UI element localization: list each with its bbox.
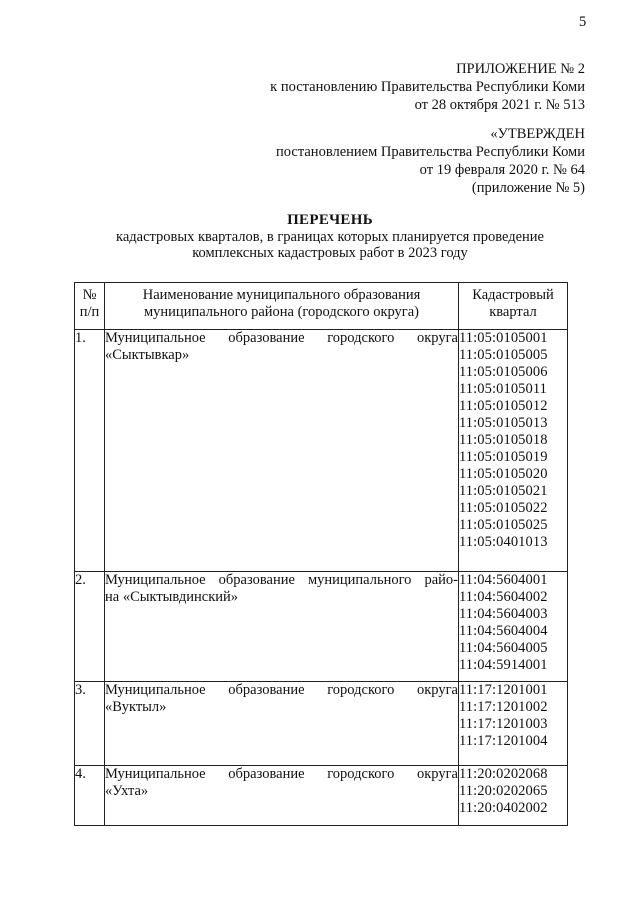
approved-date: от 19 февраля 2020 г. № 64 [419,162,585,178]
cadastral-quarters-cell [459,766,568,826]
cadastral-quarter: 11:05:0105018 [459,432,548,448]
document-subtitle-line1: кадастровых кварталов, в границах которых планируется проведение [116,228,544,245]
cadastral-quarter: 11:05:0105013 [459,415,548,431]
appendix-date: от 28 октября 2021 г. № 513 [414,97,585,113]
appendix-title: ПРИЛОЖЕНИЕ № 2 [456,61,585,77]
cadastral-quarter: 11:05:0105012 [459,398,548,414]
document-heading: ПЕРЕЧЕНЬ [287,212,373,228]
cadastral-quarter: 11:17:1201004 [459,733,548,749]
table-row [75,682,568,766]
cadastral-quarter: 11:05:0105022 [459,500,548,516]
row-number: 1. [75,330,105,572]
cadastral-quarter: 11:05:0105019 [459,449,548,465]
cadastral-quarters-cell [459,682,568,766]
cadastral-quarters-table [74,282,568,826]
cadastral-quarters-cell [459,330,568,572]
municipality-name [105,766,459,826]
municipality-name-line2: «Сыктывкар» [105,347,190,363]
table-row [75,766,568,826]
cadastral-quarter: 11:04:5604005 [459,640,548,656]
document-subtitle-line2: комплексных кадастровых работ в 2023 году [192,245,468,261]
row-number: 2. [75,572,105,682]
municipality-name [105,572,459,682]
cadastral-quarter: 11:17:1201001 [459,682,548,698]
cadastral-quarter: 11:04:5604002 [459,589,548,605]
cadastral-quarter: 11:20:0402002 [459,800,548,816]
table-header-row [75,283,568,330]
header-name: Наименование муниципального образования муниципального района (городского округа) [105,283,459,330]
cadastral-quarter: 11:05:0105005 [459,347,548,363]
approved-resolution: постановлением Правительства Республики Коми [276,144,585,160]
row-number: 3. [75,682,105,766]
municipality-name-line1: Муниципальное образование городского округа [105,330,458,346]
cadastral-quarter: 11:05:0105001 [459,330,548,346]
municipality-name-line2: на «Сыктывдинский» [105,589,239,605]
cadastral-quarter: 11:20:0202065 [459,783,548,799]
cadastral-quarter: 11:04:5914001 [459,657,548,673]
table-body [75,330,568,826]
cadastral-quarter: 11:04:5604001 [459,572,548,588]
appendix-block [270,60,585,114]
cadastral-quarter: 11:05:0105011 [459,381,548,397]
cadastral-quarter: 11:20:0202068 [459,766,548,782]
cadastral-quarter: 11:17:1201003 [459,716,548,732]
municipality-name-line1: Муниципальное образование муниципального райо- [105,572,458,588]
approved-appendix-ref: (приложение № 5) [471,180,585,196]
document-title-block [70,212,590,262]
cadastral-quarter: 11:05:0105006 [459,364,548,380]
header-quarter: Кадастровый квартал [459,283,568,330]
table-row [75,330,568,572]
cadastral-quarter: 11:17:1201002 [459,699,548,715]
cadastral-quarter: 11:05:0401013 [459,534,548,550]
municipality-name [105,682,459,766]
approved-title: «УТВЕРЖДЕН [490,126,585,142]
cadastral-quarters-cell [459,572,568,682]
cadastral-quarter: 11:05:0105025 [459,517,548,533]
appendix-resolution: к постановлению Правительства Республики Коми [270,79,585,95]
table-row [75,572,568,682]
municipality-name-line1: Муниципальное образование городского округа [105,682,458,698]
cadastral-quarter: 11:04:5604003 [459,606,548,622]
header-num: № п/п [75,283,105,330]
municipality-name-line2: «Вуктыл» [105,699,167,715]
municipality-name-line2: «Ухта» [105,783,149,799]
page-number: 5 [579,14,587,30]
cadastral-quarter: 11:05:0105020 [459,466,548,482]
municipality-name [105,330,459,572]
municipality-name-line1: Муниципальное образование городского округа [105,766,458,782]
cadastral-quarter: 11:05:0105021 [459,483,548,499]
cadastral-quarter: 11:04:5604004 [459,623,548,639]
approved-block [276,125,585,197]
row-number: 4. [75,766,105,826]
